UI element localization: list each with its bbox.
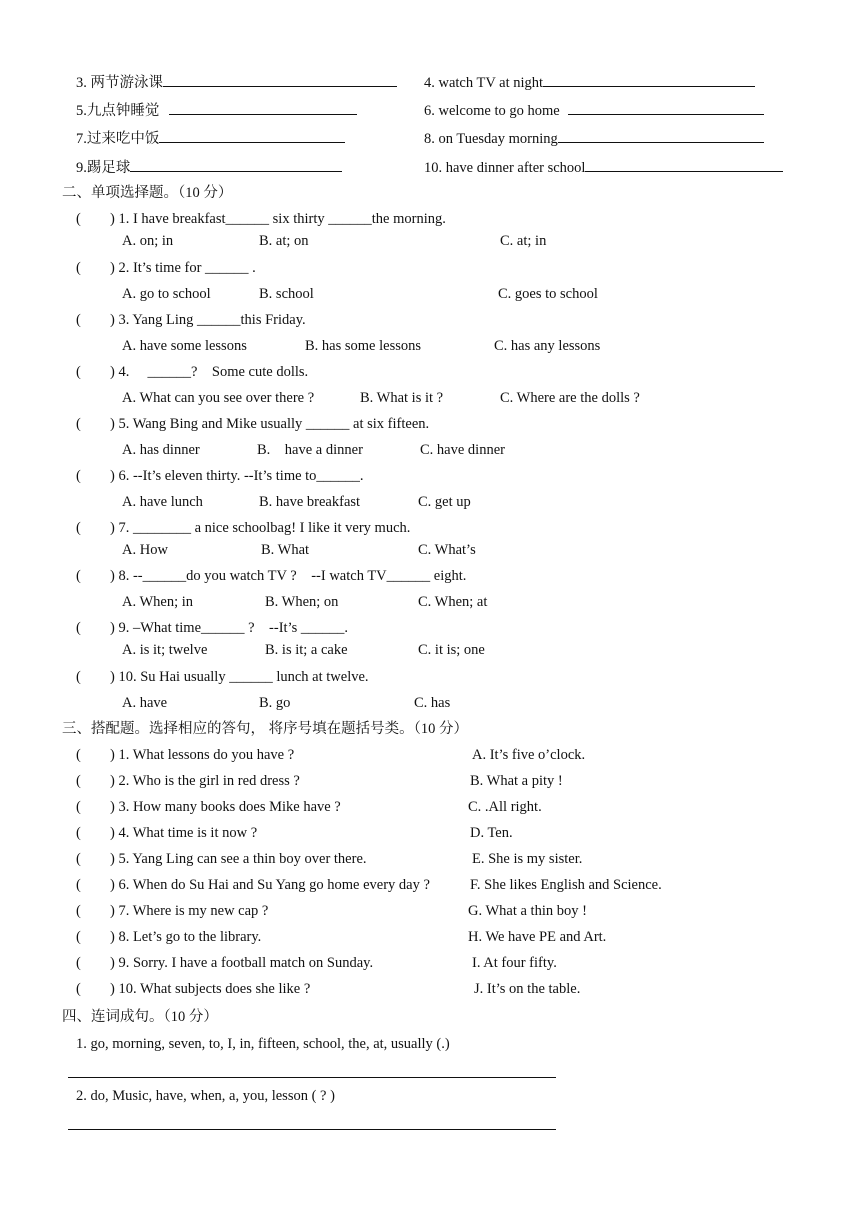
section-title: 三、搭配题。选择相应的答句， 将序号填在题括号类。（10 分） bbox=[62, 721, 468, 737]
match-answer: G. What a thin boy ! bbox=[468, 903, 587, 919]
option-c: C. goes to school bbox=[498, 286, 598, 302]
phrase-item bbox=[424, 100, 764, 120]
option-a: A. on; in bbox=[122, 233, 174, 249]
question-stem: ) 1. I have breakfast______ six thirty ______the morning. bbox=[110, 211, 446, 227]
option-c: C. have dinner bbox=[420, 442, 505, 458]
question-stem: ) 2. It’s time for ______ . bbox=[110, 260, 256, 276]
answer-bracket[interactable]: ( bbox=[76, 877, 81, 893]
match-question: ) 2. Who is the girl in red dress ? bbox=[110, 773, 300, 789]
match-answer: I. At four fifty. bbox=[472, 955, 557, 971]
section-title: 二、单项选择题。（10 分） bbox=[62, 185, 233, 201]
answer-bracket[interactable]: ( bbox=[76, 929, 81, 945]
phrase-text: 3. 两节游泳课 bbox=[76, 75, 163, 91]
phrase-text: 4. watch TV at night bbox=[424, 75, 544, 91]
option-a: A. How bbox=[122, 542, 168, 558]
word-list: 2. do, Music, have, when, a, you, lesson ( ? ) bbox=[76, 1088, 335, 1104]
option-a: A. has dinner bbox=[122, 442, 200, 458]
option-b: B. go bbox=[259, 695, 291, 711]
answer-bracket[interactable]: ( bbox=[76, 364, 81, 380]
question-stem: ) 6. --It’s eleven thirty. --It’s time to______. bbox=[110, 468, 364, 484]
answer-line[interactable] bbox=[68, 1129, 556, 1130]
answer-bracket[interactable]: ( bbox=[76, 825, 81, 841]
answer-bracket[interactable]: ( bbox=[76, 981, 81, 997]
phrase-item bbox=[76, 100, 357, 120]
option-b: B. school bbox=[259, 286, 314, 302]
question-stem: ) 4. ______? Some cute dolls. bbox=[110, 364, 309, 380]
answer-bracket[interactable]: ( bbox=[76, 903, 81, 919]
question-stem: ) 5. Wang Bing and Mike usually ______ at six fifteen. bbox=[110, 416, 430, 432]
question-stem: ) 3. Yang Ling ______this Friday. bbox=[110, 312, 306, 328]
option-c: C. has bbox=[414, 695, 451, 711]
answer-bracket[interactable]: ( bbox=[76, 468, 81, 484]
phrase-item bbox=[424, 157, 783, 177]
option-b: B. have breakfast bbox=[259, 494, 361, 510]
answer-bracket[interactable]: ( bbox=[76, 955, 81, 971]
answer-bracket[interactable]: ( bbox=[76, 260, 81, 276]
phrase-text: 9.踢足球 bbox=[76, 160, 131, 176]
match-answer: C. .All right. bbox=[468, 799, 542, 815]
option-c: C. at; in bbox=[500, 233, 547, 249]
match-question: ) 8. Let’s go to the library. bbox=[110, 929, 262, 945]
option-a: A. have some lessons bbox=[122, 338, 247, 354]
answer-bracket[interactable]: ( bbox=[76, 669, 81, 685]
question-stem: ) 9. –What time______ ? --It’s ______. bbox=[110, 620, 348, 636]
answer-blank[interactable] bbox=[169, 100, 357, 115]
word-list: 1. go, morning, seven, to, I, in, fifteen, school, the, at, usually (.) bbox=[76, 1036, 450, 1052]
option-b: B. at; on bbox=[259, 233, 309, 249]
option-a: A. When; in bbox=[122, 594, 194, 610]
answer-bracket[interactable]: ( bbox=[76, 416, 81, 432]
match-question: ) 1. What lessons do you have ? bbox=[110, 747, 295, 763]
match-answer: H. We have PE and Art. bbox=[468, 929, 607, 945]
option-b: B. What bbox=[261, 542, 310, 558]
option-c: C. has any lessons bbox=[494, 338, 601, 354]
answer-line[interactable] bbox=[68, 1077, 556, 1078]
answer-blank[interactable] bbox=[163, 72, 397, 87]
answer-bracket[interactable]: ( bbox=[76, 799, 81, 815]
answer-bracket[interactable]: ( bbox=[76, 773, 81, 789]
question-stem: ) 7. ________ a nice schoolbag! I like it very much. bbox=[110, 520, 411, 536]
option-b: B. What is it ? bbox=[360, 390, 444, 406]
answer-blank[interactable] bbox=[585, 157, 783, 172]
phrase-text: 7.过来吃中饭 bbox=[76, 131, 160, 147]
option-b: B. has some lessons bbox=[305, 338, 421, 354]
match-answer: E. She is my sister. bbox=[472, 851, 583, 867]
phrase-text: 8. on Tuesday morning bbox=[424, 131, 558, 147]
match-answer: A. It’s five o’clock. bbox=[472, 747, 586, 763]
phrase-item bbox=[424, 72, 755, 92]
option-a: A. is it; twelve bbox=[122, 642, 208, 658]
phrase-item bbox=[76, 128, 345, 148]
question-stem: ) 10. Su Hai usually ______ lunch at twelve. bbox=[110, 669, 369, 685]
match-question: ) 5. Yang Ling can see a thin boy over there. bbox=[110, 851, 367, 867]
option-b: B. is it; a cake bbox=[265, 642, 348, 658]
phrase-text: 6. welcome to go home bbox=[424, 103, 560, 119]
phrase-text: 10. have dinner after school bbox=[424, 160, 586, 176]
match-question: ) 4. What time is it now ? bbox=[110, 825, 258, 841]
phrase-item bbox=[76, 157, 342, 177]
answer-bracket[interactable]: ( bbox=[76, 568, 81, 584]
phrase-text: 5.九点钟睡觉 bbox=[76, 103, 160, 119]
option-a: A. have bbox=[122, 695, 168, 711]
answer-bracket[interactable]: ( bbox=[76, 211, 81, 227]
answer-blank[interactable] bbox=[130, 157, 342, 172]
answer-bracket[interactable]: ( bbox=[76, 620, 81, 636]
match-question: ) 3. How many books does Mike have ? bbox=[110, 799, 341, 815]
option-a: A. What can you see over there ? bbox=[122, 390, 315, 406]
match-answer: F. She likes English and Science. bbox=[470, 877, 662, 893]
option-b: B. have a dinner bbox=[257, 442, 363, 458]
match-question: ) 10. What subjects does she like ? bbox=[110, 981, 311, 997]
option-a: A. go to school bbox=[122, 286, 211, 302]
phrase-item bbox=[424, 128, 764, 148]
answer-blank[interactable] bbox=[159, 128, 345, 143]
section-title: 四、连词成句。（10 分） bbox=[62, 1009, 218, 1025]
answer-blank[interactable] bbox=[568, 100, 764, 115]
answer-bracket[interactable]: ( bbox=[76, 520, 81, 536]
option-b: B. When; on bbox=[265, 594, 339, 610]
option-a: A. have lunch bbox=[122, 494, 203, 510]
match-question: ) 7. Where is my new cap ? bbox=[110, 903, 269, 919]
answer-bracket[interactable]: ( bbox=[76, 312, 81, 328]
answer-blank[interactable] bbox=[543, 72, 755, 87]
answer-bracket[interactable]: ( bbox=[76, 747, 81, 763]
answer-blank[interactable] bbox=[558, 128, 764, 143]
phrase-item bbox=[76, 72, 397, 92]
option-c: C. it is; one bbox=[418, 642, 485, 658]
match-answer: D. Ten. bbox=[470, 825, 513, 841]
match-question: ) 9. Sorry. I have a football match on Sunday. bbox=[110, 955, 374, 971]
match-answer: B. What a pity ! bbox=[470, 773, 563, 789]
answer-bracket[interactable]: ( bbox=[76, 851, 81, 867]
option-c: C. get up bbox=[418, 494, 471, 510]
match-question: ) 6. When do Su Hai and Su Yang go home every day ? bbox=[110, 877, 430, 893]
question-stem: ) 8. --______do you watch TV ? --I watch TV______ eight. bbox=[110, 568, 467, 584]
option-c: C. Where are the dolls ? bbox=[500, 390, 640, 406]
option-c: C. When; at bbox=[418, 594, 488, 610]
option-c: C. What’s bbox=[418, 542, 476, 558]
match-answer: J. It’s on the table. bbox=[474, 981, 581, 997]
